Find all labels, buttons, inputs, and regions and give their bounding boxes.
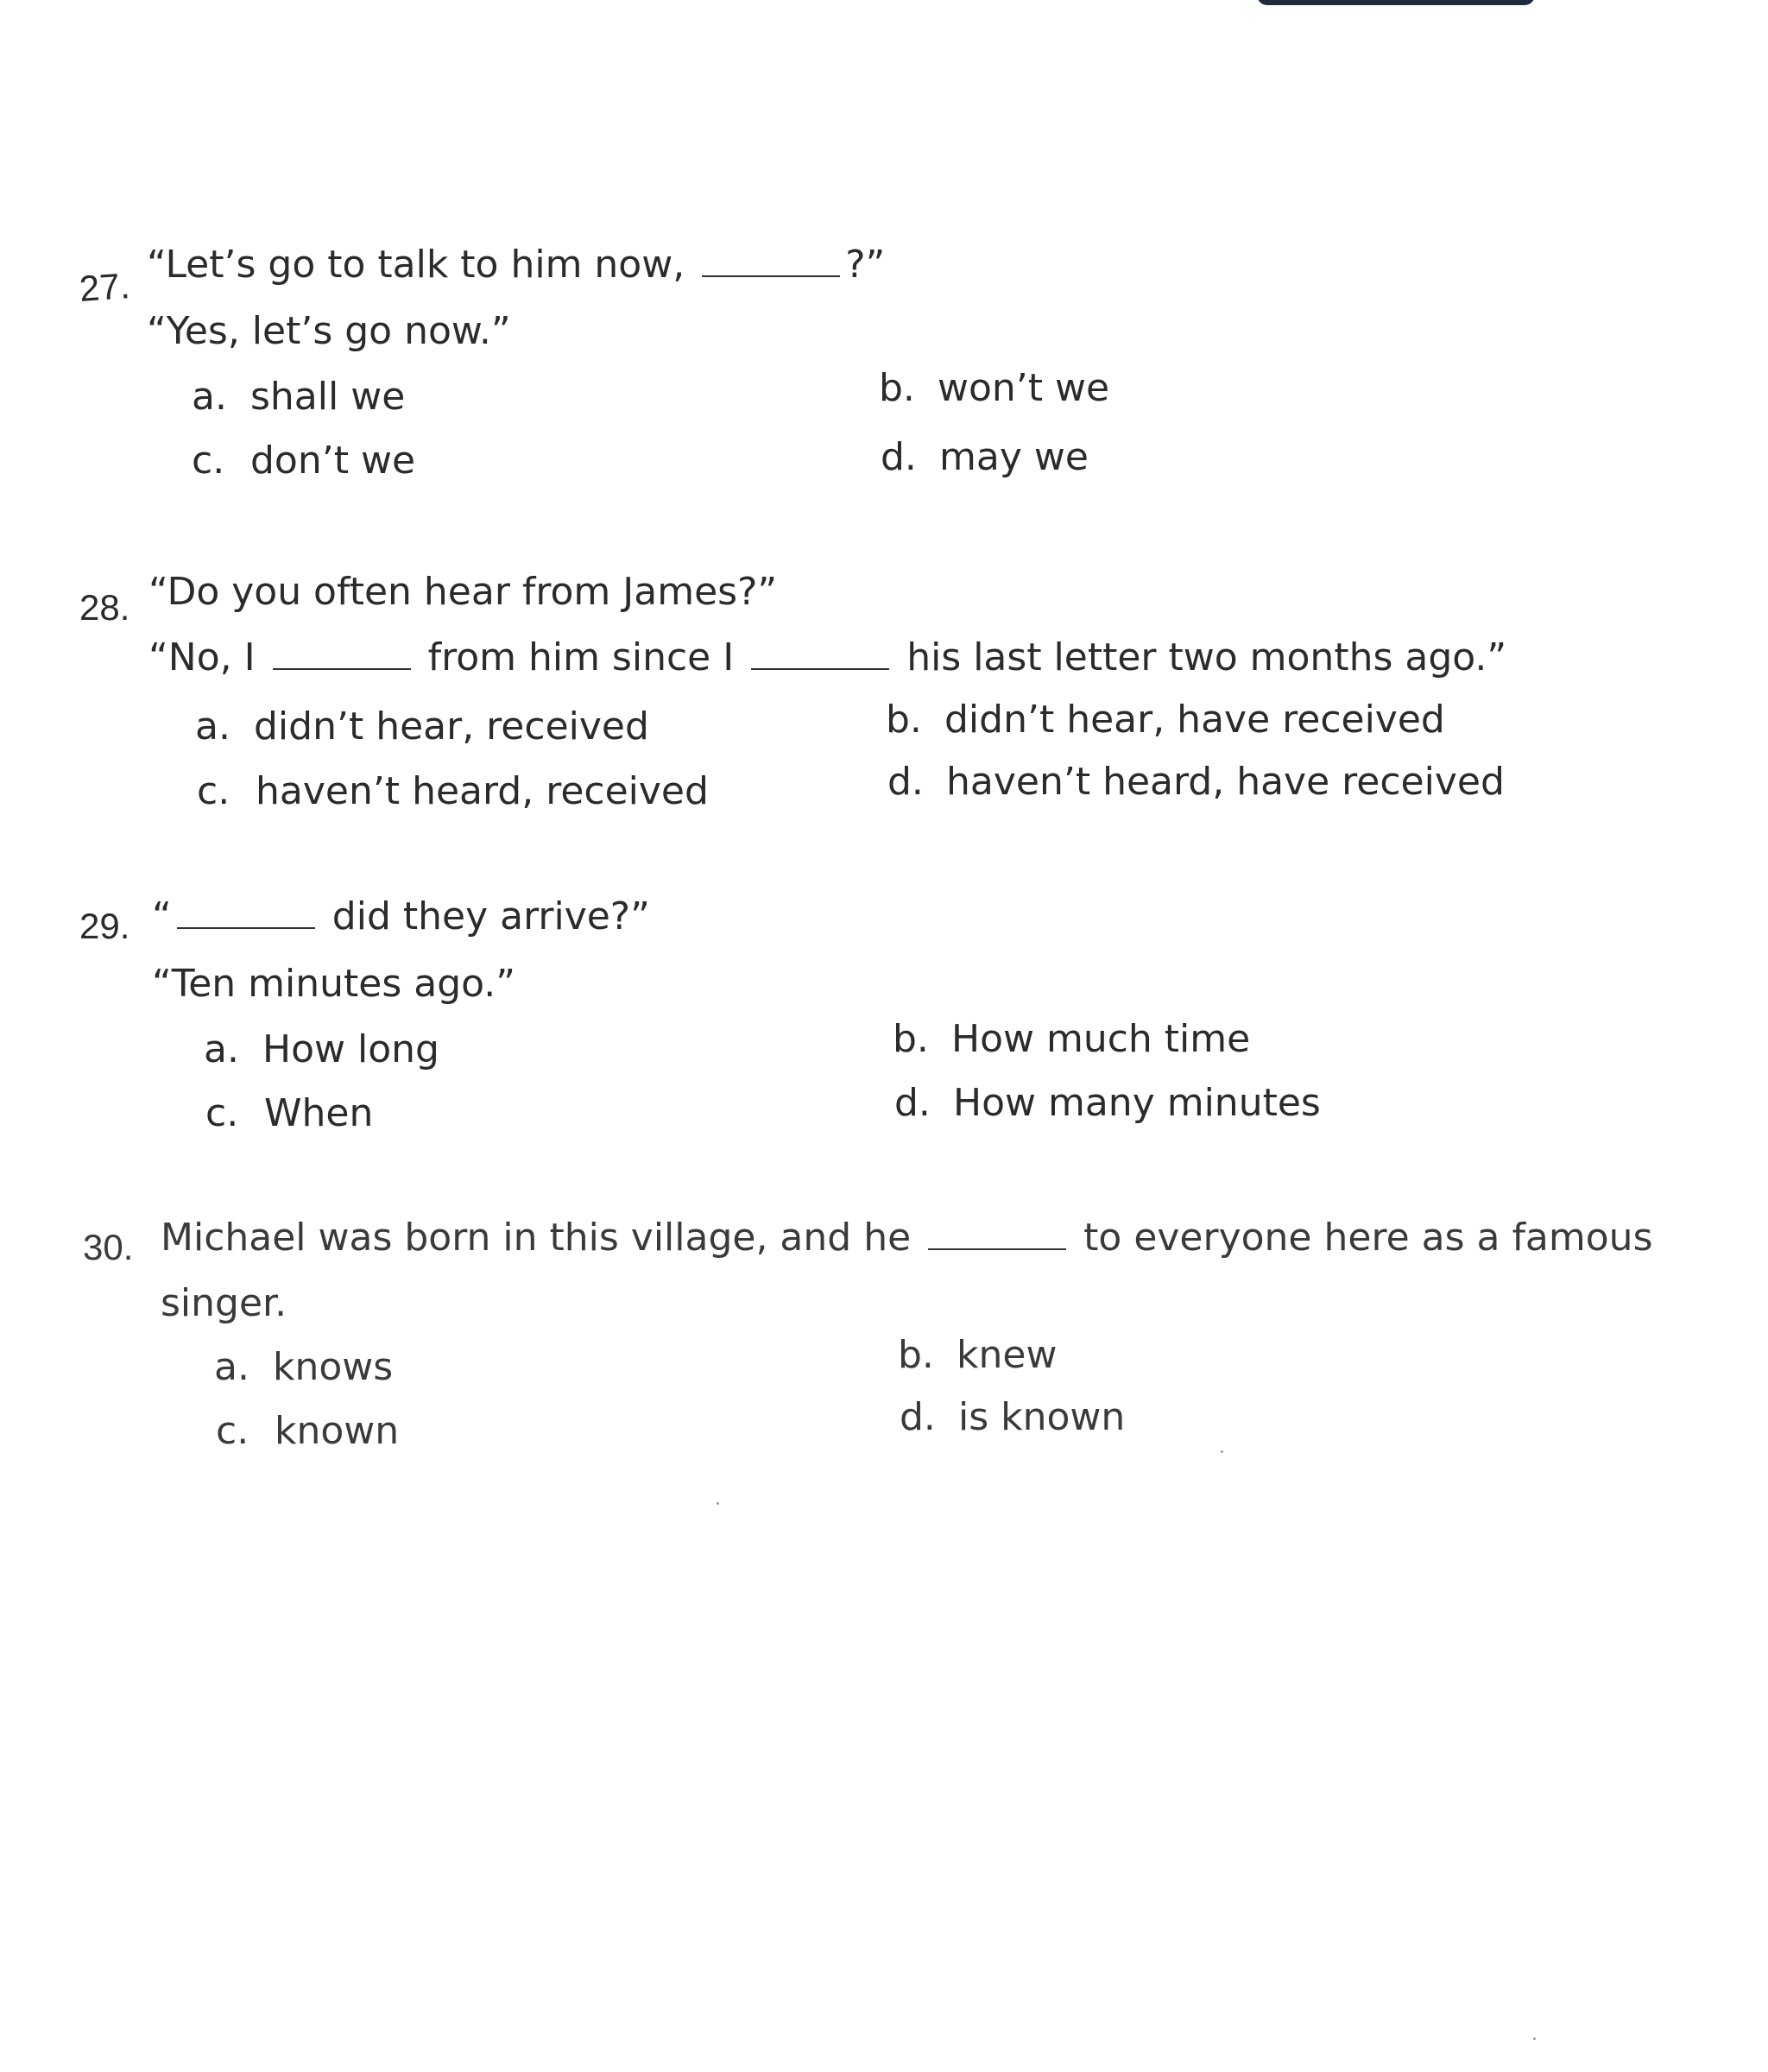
option-letter: d. [881,435,917,479]
option-text: known [275,1409,400,1453]
response-part-3: his last letter two months ago.” [906,635,1507,679]
option-letter: c. [205,1091,239,1135]
question-response [148,635,1507,679]
option-c[interactable] [192,439,416,483]
option-b[interactable] [886,698,1445,742]
question-response: “Ten minutes ago.” [152,962,516,1006]
option-c[interactable] [197,769,709,813]
paper-speck [1221,1450,1223,1453]
answer-blank-2 [751,668,889,670]
option-d[interactable] [887,760,1505,804]
option-letter: d. [887,760,924,804]
option-text: When [264,1091,374,1135]
option-c[interactable] [216,1409,400,1453]
response-part-2: from him since I [427,635,735,679]
question-number: 29. [79,906,130,946]
paper-speck [1533,2037,1536,2040]
option-letter: c. [197,769,230,813]
option-letter: b. [879,366,915,410]
option-letter: a. [204,1027,239,1071]
answer-blank [928,1248,1066,1250]
option-letter: b. [893,1017,929,1061]
option-text: shall we [250,375,406,419]
option-letter: b. [886,698,922,742]
option-letter: c. [192,439,225,483]
option-text: won’t we [938,366,1110,410]
option-text: haven’t heard, received [256,769,709,813]
option-letter: a. [195,704,230,749]
option-text: didn’t hear, received [254,704,649,749]
option-letter: d. [900,1395,936,1439]
question-prompt: “Do you often hear from James?” [148,570,778,614]
option-b[interactable] [879,366,1110,410]
top-edge-mark [1257,0,1535,5]
option-text: How long [262,1027,439,1071]
option-text: is known [958,1395,1126,1439]
option-a[interactable] [214,1345,394,1389]
option-letter: a. [214,1345,249,1389]
question-number: 27. [78,265,131,309]
option-c[interactable] [205,1091,374,1135]
option-text: How much time [951,1017,1251,1061]
prompt-text-end: ?” [845,243,886,287]
question-prompt [161,1216,1653,1260]
option-d[interactable] [881,435,1089,479]
option-b[interactable] [893,1017,1251,1061]
option-text: haven’t heard, have received [946,760,1505,804]
option-b[interactable] [898,1333,1058,1377]
option-letter: c. [216,1409,249,1453]
option-letter: d. [894,1081,931,1125]
paper-speck [717,1502,719,1505]
option-text: knows [273,1345,394,1389]
option-letter: a. [192,375,227,419]
option-a[interactable] [192,375,406,419]
option-text: knew [957,1333,1058,1377]
question-number: 28. [79,587,130,628]
prompt-open-quote: “ [152,894,172,938]
question-response: “Yes, let’s go now.” [147,309,511,353]
option-a[interactable] [195,704,649,749]
prompt-text: Michael was born in this village, and he [161,1216,912,1260]
option-text: don’t we [250,439,416,483]
question-number: 30. [83,1227,134,1267]
prompt-text: “Let’s go to talk to him now, [147,243,685,287]
prompt-text: did they arrive?” [332,894,650,938]
question-prompt [152,894,650,938]
answer-blank-1 [273,668,411,670]
option-d[interactable] [894,1081,1321,1125]
option-letter: b. [898,1333,934,1377]
question-prompt [147,243,886,287]
response-part-1: “No, I [148,635,256,679]
option-text: How many minutes [953,1081,1321,1125]
answer-blank [702,275,840,277]
option-a[interactable] [204,1027,439,1071]
answer-blank [177,927,315,929]
option-text: may we [939,435,1089,479]
option-text: didn’t hear, have received [944,698,1445,742]
option-d[interactable] [900,1395,1126,1439]
prompt-text-end: to everyone here as a famous [1083,1216,1653,1260]
question-prompt-continuation: singer. [161,1281,287,1325]
